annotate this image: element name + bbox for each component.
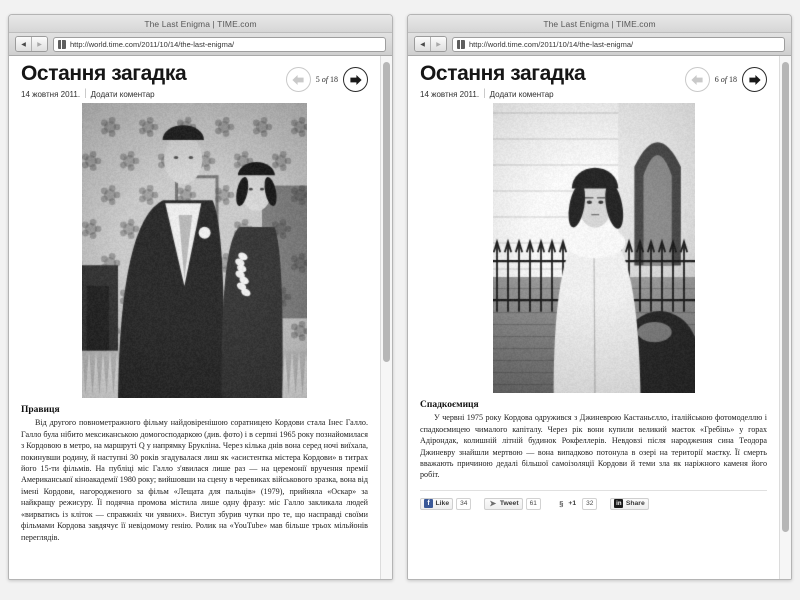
back-arrow-icon[interactable]: ◀ bbox=[16, 37, 31, 51]
scrollbar-thumb[interactable] bbox=[782, 62, 789, 532]
article-header bbox=[21, 63, 368, 99]
facebook-like-count: 34 bbox=[456, 498, 471, 510]
browser-toolbar bbox=[408, 33, 791, 56]
page-total: 18 bbox=[729, 75, 737, 84]
page-current: 6 bbox=[714, 75, 719, 84]
google-plusone-button[interactable] bbox=[554, 498, 597, 510]
add-comment-link[interactable]: Додати коментар bbox=[489, 89, 554, 99]
page-current: 5 bbox=[315, 75, 320, 84]
article-photo-woman bbox=[493, 103, 695, 393]
page-of-word: of bbox=[321, 75, 328, 84]
vertical-scrollbar[interactable] bbox=[779, 56, 791, 579]
facebook-like-chip[interactable] bbox=[420, 498, 453, 510]
headline-block bbox=[420, 63, 585, 99]
google-plusone-label: +1 bbox=[568, 500, 577, 508]
article-page bbox=[408, 56, 779, 579]
pagination bbox=[685, 63, 767, 92]
page-counter bbox=[316, 75, 338, 84]
publish-date: 14 жовтня 2011. bbox=[420, 89, 480, 99]
next-page-button[interactable] bbox=[742, 67, 767, 92]
url-text: http://world.time.com/2011/10/14/the-last-enigma/ bbox=[70, 39, 235, 49]
page-total: 18 bbox=[330, 75, 338, 84]
twitter-tweet-count: 61 bbox=[526, 498, 541, 510]
forward-arrow-icon[interactable]: ▶ bbox=[31, 37, 47, 51]
browser-toolbar bbox=[9, 33, 392, 56]
section-title: Спадкоємиця bbox=[420, 400, 479, 411]
facebook-like-button[interactable] bbox=[420, 498, 471, 510]
url-text: http://world.time.com/2011/10/14/the-last-enigma/ bbox=[469, 39, 634, 49]
article-photo-container bbox=[420, 103, 767, 393]
byline bbox=[21, 89, 186, 99]
nav-button-group bbox=[15, 36, 48, 52]
publish-date: 14 жовтня 2011. bbox=[21, 89, 81, 99]
article-header bbox=[420, 63, 767, 99]
window-titlebar[interactable] bbox=[9, 15, 392, 33]
page-title: Остання загадка bbox=[21, 62, 187, 85]
address-bar[interactable] bbox=[53, 37, 386, 52]
window-title: The Last Enigma | TIME.com bbox=[144, 18, 257, 29]
browser-window-left bbox=[8, 14, 393, 580]
window-titlebar[interactable] bbox=[408, 15, 791, 33]
byline bbox=[420, 89, 585, 99]
site-favicon-icon bbox=[457, 40, 465, 49]
byline-divider: | bbox=[84, 88, 87, 100]
twitter-tweet-button[interactable] bbox=[484, 498, 541, 510]
article-body: Від другого повнометражного фільму найдовіренішою соратницею Кордови стала Інес Галло. Галло була нібито мексиканською домогосподаркою (див. фото) і в серпні 1965 року познайомилася з Кордовою в метро, на маршруті Q у напрямку Бруклінa. Через кілька днів вона серед ночі виїхала, покинувши родину, й наступні 30 років згадувалася лиш як «асистентка містера Кордови» в титрах його 15-ти фільмів. На публіці міс Галло з'явилася лише раз — на церемонії вручення премії Американської кіноакадемії 1980 року; вийшовши на сцену в черевиках військового зразка, вона від імені Кордови, нагородженого за фільм «Лещата для пальців» (1979), прийняла «Оскар» за найкращу режисуру. Її подячна промова містила лише одну фразу: міс Галло закликала людей «вирватись із кліток — справжніх чи уявних». Виступ збурив чутки про те, що насправді своїми фільмами Кордова завдячує її невідомому генію. Ролик на «YouTube» мав більше трьох мільйонів переглядів. bbox=[21, 418, 368, 542]
right-arrow-icon bbox=[748, 74, 762, 86]
twitter-bird-icon: ➤ bbox=[489, 499, 497, 509]
article-photo-wedding bbox=[82, 103, 307, 398]
facebook-like-label: Like bbox=[435, 500, 450, 508]
nav-button-group bbox=[414, 36, 447, 52]
browser-window-right bbox=[407, 14, 792, 580]
linkedin-share-button[interactable] bbox=[610, 498, 648, 510]
pagination bbox=[286, 63, 368, 92]
address-bar[interactable] bbox=[452, 37, 785, 52]
site-favicon-icon bbox=[58, 40, 66, 49]
byline-divider: | bbox=[483, 88, 486, 100]
page-viewport bbox=[9, 56, 392, 579]
article-body: У червні 1975 року Кордова одружився з Джиневрою Кастаньєлло, італійською фотомоделлю і спадкоємицею чималого капіталу. Через рік вони купили великий маєток «Гребінь» у горах Адірондак, колишній літній будинок Рокфеллерів. Невдовзі після народження сина Теодора Джиневру знайшли мертвою — вона випадково потонула в озері на території маєтку. Її смерть вважають причиною дедалі більшої самоізоляції Кордови й теми зла як наріжного каменя його робіт. bbox=[420, 413, 767, 480]
photo-canvas bbox=[493, 103, 695, 393]
linkedin-share-chip[interactable] bbox=[610, 498, 648, 510]
google-plusone-count: 32 bbox=[582, 498, 597, 510]
facebook-icon: f bbox=[424, 499, 433, 508]
page-viewport bbox=[408, 56, 791, 579]
social-share-bar bbox=[420, 498, 767, 510]
window-title: The Last Enigma | TIME.com bbox=[543, 18, 656, 29]
right-arrow-icon bbox=[349, 74, 363, 86]
vertical-scrollbar[interactable] bbox=[380, 56, 392, 579]
previous-page-button[interactable] bbox=[286, 67, 311, 92]
previous-page-button[interactable] bbox=[685, 67, 710, 92]
linkedin-icon: in bbox=[616, 500, 622, 507]
twitter-tweet-chip[interactable] bbox=[484, 498, 522, 510]
left-arrow-icon bbox=[291, 74, 305, 86]
page-counter bbox=[715, 75, 737, 84]
back-arrow-icon[interactable]: ◀ bbox=[415, 37, 430, 51]
section-title: Правиця bbox=[21, 405, 60, 416]
twitter-tweet-label: Tweet bbox=[499, 500, 519, 508]
linkedin-share-label: Share bbox=[625, 500, 645, 508]
scrollbar-thumb[interactable] bbox=[383, 62, 390, 362]
left-arrow-icon bbox=[690, 74, 704, 86]
article-page bbox=[9, 56, 380, 579]
forward-arrow-icon[interactable]: ▶ bbox=[430, 37, 446, 51]
google-plusone-chip[interactable] bbox=[554, 498, 579, 510]
page-title: Остання загадка bbox=[420, 62, 586, 85]
photo-canvas bbox=[82, 103, 307, 398]
headline-block bbox=[21, 63, 186, 99]
google-plus-icon: § bbox=[559, 499, 564, 509]
article-photo-container bbox=[21, 103, 368, 398]
page-of-word: of bbox=[720, 75, 727, 84]
next-page-button[interactable] bbox=[343, 67, 368, 92]
add-comment-link[interactable]: Додати коментар bbox=[90, 89, 155, 99]
social-divider bbox=[420, 490, 767, 491]
